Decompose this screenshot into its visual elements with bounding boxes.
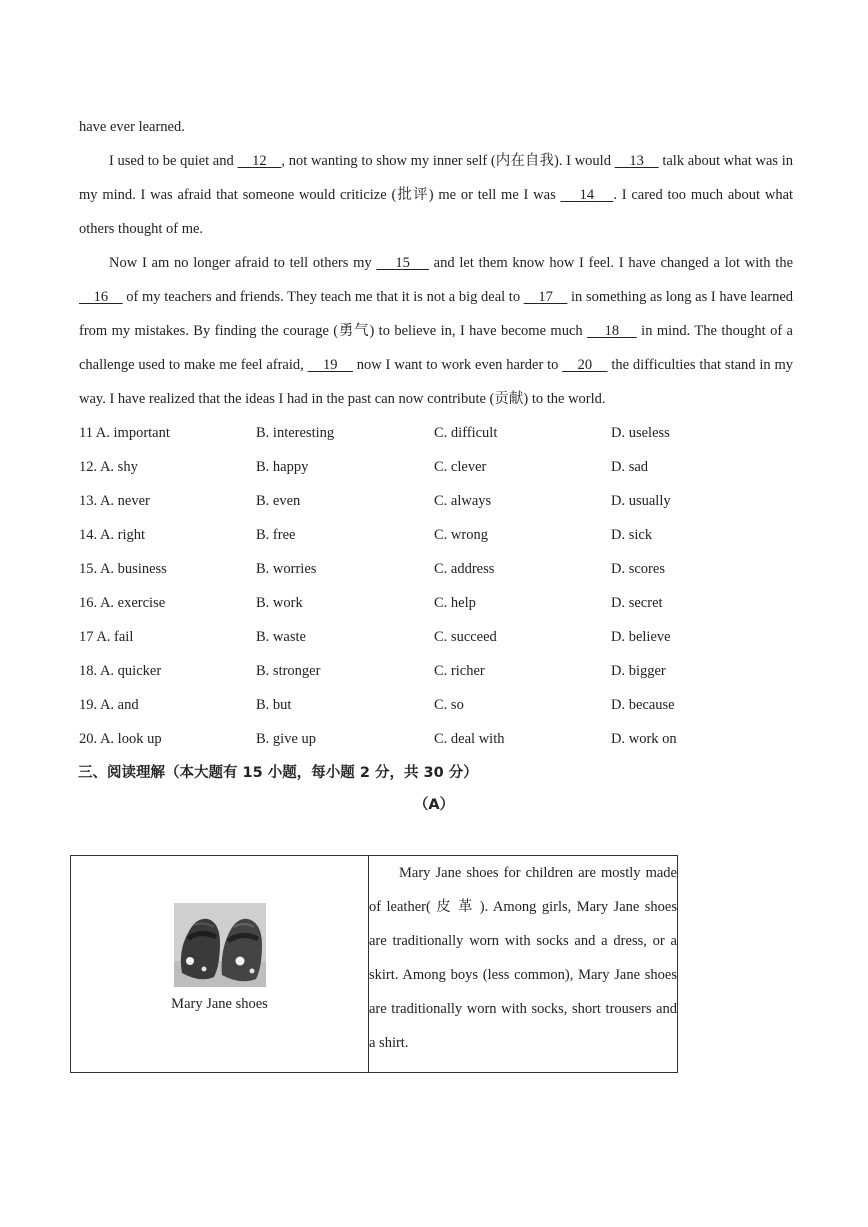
option-row-15 — [79, 552, 793, 586]
option-a: 12. A. shy — [79, 459, 138, 475]
passage-text: and let them know how I feel. I have changed a lot with the — [428, 255, 794, 271]
option-c: C. help — [434, 595, 476, 611]
blank-14: 14 — [579, 187, 595, 203]
blank-12: 12 — [252, 153, 267, 169]
option-b: B. worries — [256, 561, 317, 577]
passage-text: in mind. The thought of a challenge used to make me feel afraid, — [79, 323, 793, 373]
passage-text: now I want to work even harder to — [352, 357, 563, 373]
option-a: 19. A. and — [79, 697, 139, 713]
blank-13: 13 — [629, 153, 644, 169]
option-d: D. bigger — [611, 663, 666, 679]
reading-table — [70, 855, 678, 1073]
blank-17: 17 — [538, 289, 553, 305]
passage-text: in something as long as I have learned from my mistakes. By finding the courage (勇气) to believe in, I have become much — [79, 289, 794, 339]
option-row-14 — [79, 518, 793, 552]
option-a: 17 A. fail — [79, 629, 134, 645]
option-c: C. succeed — [434, 629, 497, 645]
passage-subtitle: （A） — [413, 797, 455, 813]
option-d: D. scores — [611, 561, 665, 577]
option-a: 11 A. important — [79, 425, 170, 441]
passage-paragraph-2 — [79, 246, 793, 416]
option-c: C. richer — [434, 663, 485, 679]
option-d: D. because — [611, 697, 675, 713]
option-d: D. sick — [611, 527, 653, 543]
option-a: 14. A. right — [79, 527, 146, 543]
option-a: 13. A. never — [79, 493, 150, 509]
option-c: C. clever — [434, 459, 487, 475]
option-b: B. interesting — [256, 425, 335, 441]
section-title: 三、阅读理解（本大题有 15 小题，每小题 2 分，共 30 分） — [78, 765, 478, 781]
image-caption: Mary Jane shoes — [171, 996, 268, 1012]
mary-jane-shoes-image — [174, 903, 266, 987]
passage-text: talk about what was in my mind. I was afraid that someone would criticize (批评) me or tell me I was — [79, 153, 794, 203]
image-cell — [71, 856, 369, 1073]
option-c: C. always — [434, 493, 492, 509]
blank-18: 18 — [604, 323, 620, 339]
option-a: 16. A. exercise — [79, 595, 166, 611]
option-c: C. deal with — [434, 731, 505, 747]
option-b: B. even — [256, 493, 301, 509]
option-a: 18. A. quicker — [79, 663, 162, 679]
option-b: B. free — [256, 527, 296, 543]
passage-text: Now I am no longer afraid to tell others my — [109, 255, 377, 271]
blank-15: 15 — [395, 255, 410, 271]
option-a: 20. A. look up — [79, 731, 162, 747]
option-b: B. but — [256, 697, 292, 713]
option-b: B. work — [256, 595, 303, 611]
option-c: C. difficult — [434, 425, 498, 441]
passage-paragraph-1 — [79, 144, 793, 246]
passage-text: . I cared too much about what others thought of me. — [79, 187, 794, 237]
passage-text: of my teachers and friends. They teach me that it is not a big deal to — [122, 289, 524, 305]
blank-20: 20 — [577, 357, 593, 373]
option-d: D. useless — [611, 425, 670, 441]
option-c: C. so — [434, 697, 464, 713]
option-b: B. happy — [256, 459, 309, 475]
option-row-20 — [79, 722, 793, 756]
text-cell — [369, 856, 678, 1073]
option-row-11 — [79, 416, 793, 450]
option-row-13 — [79, 484, 793, 518]
option-b: B. stronger — [256, 663, 321, 679]
option-row-19 — [79, 688, 793, 722]
option-b: B. give up — [256, 731, 317, 747]
document-page — [79, 110, 793, 820]
passage-text: the difficulties that stand in my way. I have realized that the ideas I had in the past can now contribute (贡献) to the world. — [79, 357, 794, 407]
options-list — [79, 416, 793, 756]
option-a: 15. A. business — [79, 561, 167, 577]
passage-text: , not wanting to show my inner self (内在自我). I would — [281, 153, 615, 169]
passage-text: I used to be quiet and — [109, 153, 238, 169]
option-d: D. sad — [611, 459, 649, 475]
reading-text: Mary Jane shoes for children are mostly made of leather( 皮 革 ). Among girls, Mary Jane shoes are traditionally worn with socks and a dress, or a skirt. Among boys (less common), Mary Jane shoes are traditionally worn with socks, short trousers and a shirt. — [369, 865, 677, 1051]
blank-16: 16 — [93, 289, 109, 305]
option-d: D. secret — [611, 595, 663, 611]
option-row-18 — [79, 654, 793, 688]
option-c: C. address — [434, 561, 495, 577]
option-row-12 — [79, 450, 793, 484]
passage-line: have ever learned. — [79, 119, 185, 135]
option-d: D. work on — [611, 731, 677, 747]
option-d: D. usually — [611, 493, 671, 509]
option-c: C. wrong — [434, 527, 488, 543]
option-row-16 — [79, 586, 793, 620]
blank-19: 19 — [323, 357, 338, 373]
option-row-17 — [79, 620, 793, 654]
option-d: D. believe — [611, 629, 671, 645]
option-b: B. waste — [256, 629, 306, 645]
